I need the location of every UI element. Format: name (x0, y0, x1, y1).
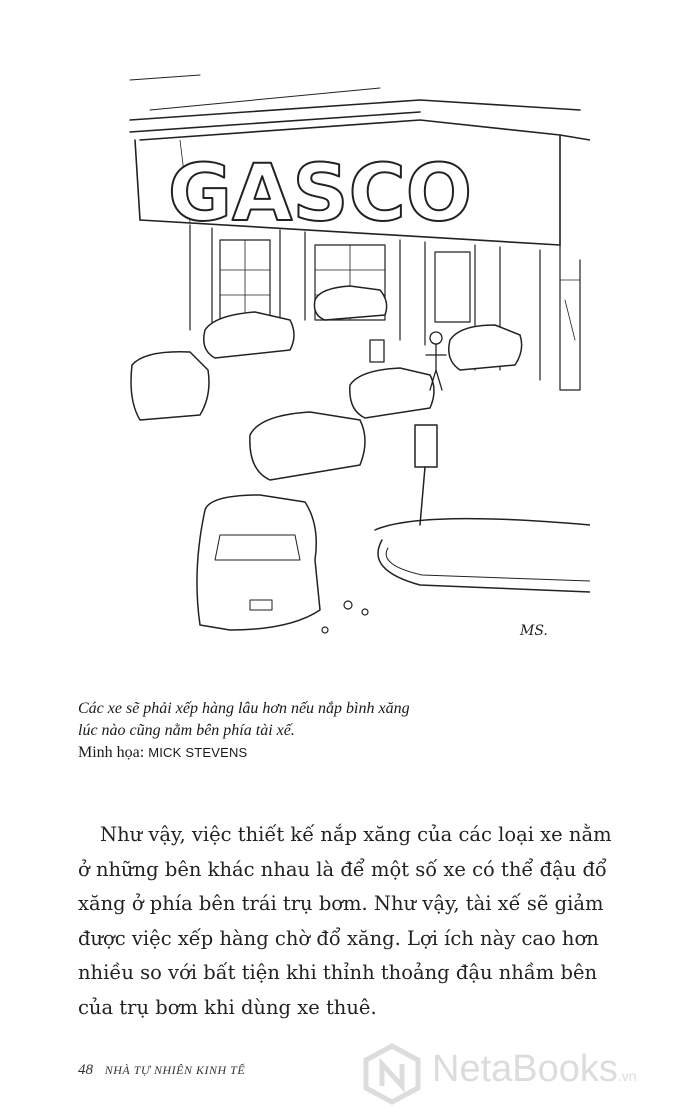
running-title: NHÀ TỰ NHIÊN KINH TẾ (104, 1063, 246, 1077)
body-line: nhiều so với bất tiện khi thỉnh thoảng đậu nhầm bên (78, 961, 598, 984)
credit-name: MICK STEVENS (148, 745, 248, 760)
watermark-brand: NetaBooks (432, 1048, 618, 1090)
watermark-text (432, 1048, 637, 1091)
credit-prefix: Minh họa: (78, 744, 149, 761)
body-line: được việc xếp hàng chờ đổ xăng. Lợi ích này cao hơn (78, 926, 599, 950)
body-paragraph (78, 818, 638, 1025)
gasco-sign (168, 149, 472, 239)
page-footer (78, 1062, 245, 1079)
road-marks (322, 601, 368, 633)
body-line: của trụ bơm khi dùng xe thuê. (78, 995, 377, 1019)
caption-line: Các xe sẽ phải xếp hàng lâu hơn nếu nắp bình xăng (78, 700, 410, 717)
sign-post-and-curb (375, 425, 590, 592)
body-line: Như vậy, việc thiết kế nắp xăng của các loại xe nằm (100, 823, 612, 846)
figure-caption (78, 698, 498, 764)
netabooks-logo-icon (360, 1042, 424, 1106)
gas-station-cartoon (120, 40, 590, 650)
body-line: ở những bên khác nhau là để một số xe có thể đậu đổ (78, 857, 607, 881)
netabooks-watermark (360, 1040, 690, 1110)
caption-line: lúc nào cũng nằm bên phía tài xế. (78, 722, 295, 739)
body-line: xăng ở phía bên trái trụ bơm. Như vậy, tài xế sẽ giảm (78, 892, 604, 915)
page-number: 48 (78, 1062, 93, 1078)
watermark-suffix: .vn (617, 1068, 637, 1084)
cars (131, 286, 522, 630)
artist-signature: MS. (520, 623, 548, 639)
illustration-credit (78, 742, 498, 764)
sign-text: GASCO (168, 149, 473, 239)
